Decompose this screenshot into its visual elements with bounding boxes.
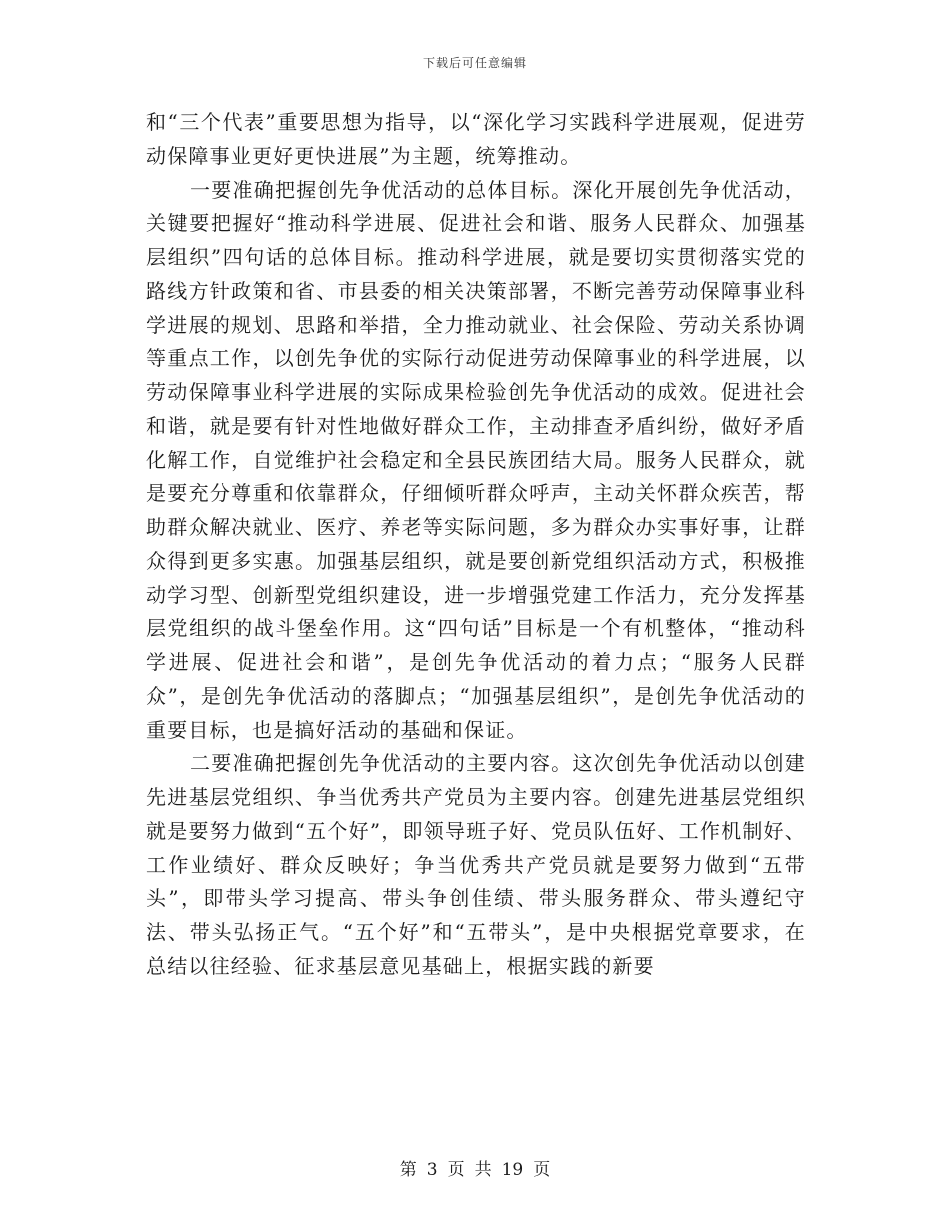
paragraph-overall-goal: 一要准确把握创先争优活动的总体目标。深化开展创先争优活动，关键要把握好“推动科学进展、促进社会和谐、服务人民群众、加强基层组织”四句话的总体目标。推动科学进展，就是要切实贯彻落实党的路线方针政策和省、市县委的相关决策部署，不断完善劳动保障事业科学进展的规划、思路和举措，全力推动就业、社会保险、劳动关系协调等重点工作，以创先争优的实际行动促进劳动保障事业的科学进展，以劳动保障事业科学进展的实际成果检验创先争优活动的成效。促进社会和谐，就是要有针对性地做好群众工作，主动排查矛盾纠纷，做好矛盾化解工作，自觉维护社会稳定和全县民族团结大局。服务人民群众，就是要充分尊重和依靠群众，仔细倾听群众呼声，主动关怀群众疾苦，帮助群众解决就业、医疗、养老等实际问题，多为群众办实事好事，让群众得到更多实惠。加强基层组织，就是要创新党组织活动方式，积极推动学习型、创新型党组织建设，进一步增强党建工作活力，充分发挥基层党组织的战斗堡垒作用。这“四句话”目标是一个有机整体，“推动科学进展、促进社会和谐”，是创先争优活动的着力点；“服务人民群众”，是创先争优活动的落脚点；“加强基层组织”，是创先争优活动的重要目标，也是搞好活动的基础和保证。 [146,177,806,742]
paragraph-continuation: 和“三个代表”重要思想为指导，以“深化学习实践科学进展观，促进劳动保障事业更好更快进展”为主题，统筹推动。 [146,110,806,168]
footer-prefix: 第 [399,1160,417,1180]
page-footer [0,1155,950,1180]
footer-suffix: 页 [533,1160,551,1180]
paragraph-main-content: 二要准确把握创先争优活动的主要内容。这次创先争优活动以创建先进基层党组织、争当优秀共产党员为主要内容。创建先进基层党组织就是要努力做到“五个好”，即领导班子好、党员队伍好、工作机制好、工作业绩好、群众反映好；争当优秀共产党员就是要努力做到“五带头”，即带头学习提高、带头争创佳绩、带头服务群众、带头遵纪守法、带头弘扬正气。“五个好”和“五带头”，是中央根据党章要求，在总结以往经验、征求基层意见基础上，根据实践的新要 [146,751,806,978]
document-body [146,106,806,984]
footer-total-label: 共 [474,1160,492,1180]
footer-total-pages: 19 [501,1160,524,1180]
page-header: 下载后可任意编辑 [422,56,527,70]
footer-page-label: 页 [447,1160,465,1180]
footer-current-page: 3 [426,1160,438,1180]
